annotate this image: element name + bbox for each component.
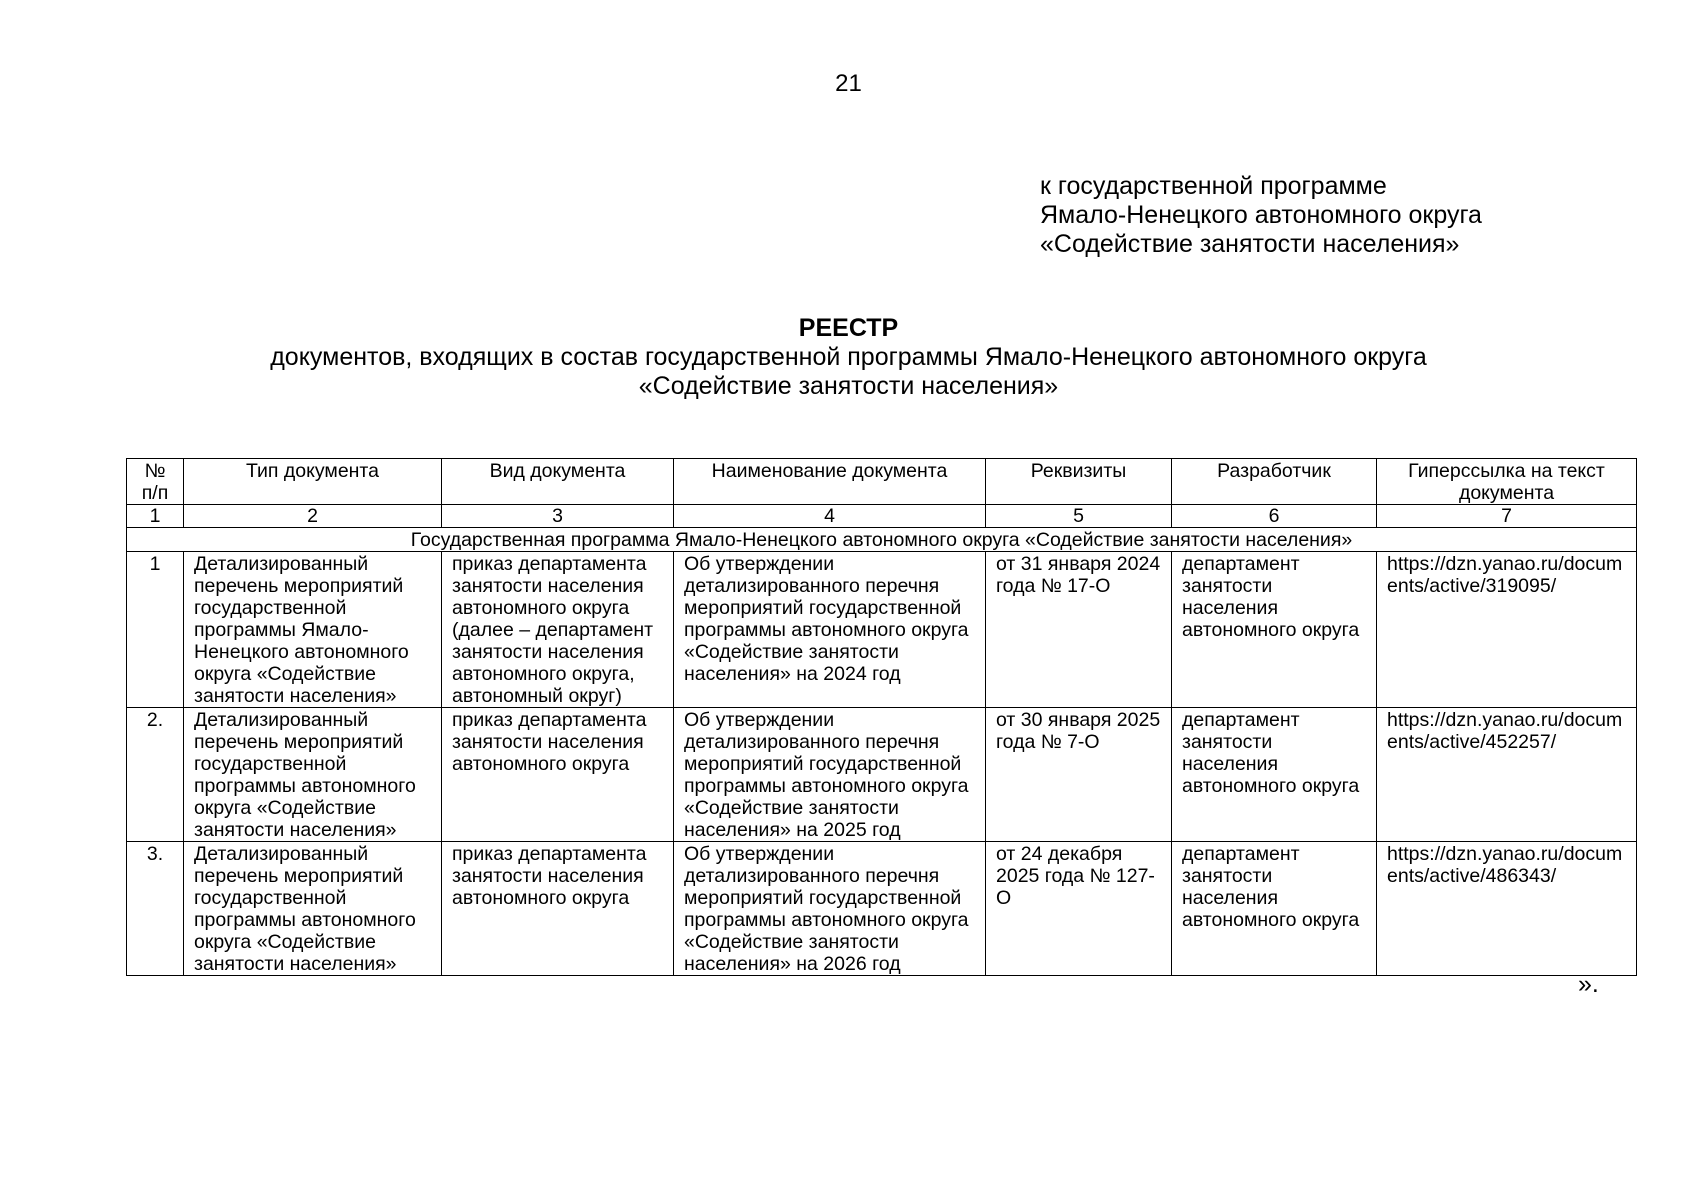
- cell-link[interactable]: https://dzn.yanao.ru/documents/active/452257/: [1377, 708, 1637, 842]
- column-number: 7: [1377, 505, 1637, 528]
- cell-number: 2.: [127, 708, 184, 842]
- table-row: [127, 842, 1637, 976]
- program-row: [127, 528, 1637, 552]
- document-heading: РЕЕСТР: [798, 314, 899, 342]
- attachment-line-3: «Содействие занятости населения»: [1040, 230, 1460, 258]
- cell-doc-name: Об утверждении детализированного перечня мероприятий государственной программы автономного округа «Содействие занятости населения» на 2026 год: [674, 842, 986, 976]
- document-subtitle-line-1: документов, входящих в состав государственной программы Ямало-Ненецкого автономного округа: [270, 343, 1427, 371]
- table-row: [127, 552, 1637, 708]
- header-developer: Разработчик: [1172, 459, 1377, 505]
- cell-link[interactable]: https://dzn.yanao.ru/documents/active/486343/: [1377, 842, 1637, 976]
- cell-developer: департамент занятости населения автономного округа: [1172, 708, 1377, 842]
- cell-doc-type: Детализированный перечень мероприятий государственной программы автономного округа «Содействие занятости населения»: [184, 842, 442, 976]
- cell-developer: департамент занятости населения автономного округа: [1172, 552, 1377, 708]
- column-number: 3: [442, 505, 674, 528]
- table-row: [127, 708, 1637, 842]
- page-number: 21: [835, 70, 862, 97]
- attachment-line-1: к государственной программе: [1040, 172, 1387, 200]
- registry-table: [126, 458, 1637, 976]
- cell-link[interactable]: https://dzn.yanao.ru/documents/active/319095/: [1377, 552, 1637, 708]
- column-number: 6: [1172, 505, 1377, 528]
- header-doc-kind: Вид документа: [442, 459, 674, 505]
- cell-details: от 24 декабря 2025 года № 127-О: [986, 842, 1172, 976]
- cell-developer: департамент занятости населения автономного округа: [1172, 842, 1377, 976]
- header-doc-name: Наименование документа: [674, 459, 986, 505]
- program-title-cell: Государственная программа Ямало-Ненецкого автономного округа «Содействие занятости населения»: [127, 528, 1637, 552]
- closing-quote-mark: ».: [1578, 970, 1599, 998]
- header-row: [127, 459, 1637, 505]
- cell-doc-name: Об утверждении детализированного перечня мероприятий государственной программы автономного округа «Содействие занятости населения» на 2025 год: [674, 708, 986, 842]
- column-number: 5: [986, 505, 1172, 528]
- cell-details: от 30 января 2025 года № 7-О: [986, 708, 1172, 842]
- column-number: 1: [127, 505, 184, 528]
- header-details: Реквизиты: [986, 459, 1172, 505]
- cell-doc-type: Детализированный перечень мероприятий государственной программы Ямало-Ненецкого автономного округа «Содействие занятости населения»: [184, 552, 442, 708]
- cell-doc-kind: приказ департамента занятости населения автономного округа: [442, 708, 674, 842]
- attachment-note: [1040, 172, 1482, 259]
- cell-doc-name: Об утверждении детализированного перечня мероприятий государственной программы автономного округа «Содействие занятости населения» на 2024 год: [674, 552, 986, 708]
- cell-doc-type: Детализированный перечень мероприятий государственной программы автономного округа «Содействие занятости населения»: [184, 708, 442, 842]
- header-link: Гиперссылка на текст документа: [1377, 459, 1637, 505]
- cell-doc-kind: приказ департамента занятости населения автономного округа (далее – департамент занятости населения автономного округа, автономный округ): [442, 552, 674, 708]
- document-title: [0, 314, 1697, 401]
- cell-doc-kind: приказ департамента занятости населения автономного округа: [442, 842, 674, 976]
- cell-number: 3.: [127, 842, 184, 976]
- column-number: 4: [674, 505, 986, 528]
- header-doc-type: Тип документа: [184, 459, 442, 505]
- document-subtitle-line-2: «Содействие занятости населения»: [638, 372, 1059, 400]
- column-numbers-row: [127, 505, 1637, 528]
- cell-number: 1: [127, 552, 184, 708]
- attachment-line-2: Ямало-Ненецкого автономного округа: [1040, 201, 1482, 229]
- header-number: № п/п: [127, 459, 184, 505]
- column-number: 2: [184, 505, 442, 528]
- cell-details: от 31 января 2024 года № 17-О: [986, 552, 1172, 708]
